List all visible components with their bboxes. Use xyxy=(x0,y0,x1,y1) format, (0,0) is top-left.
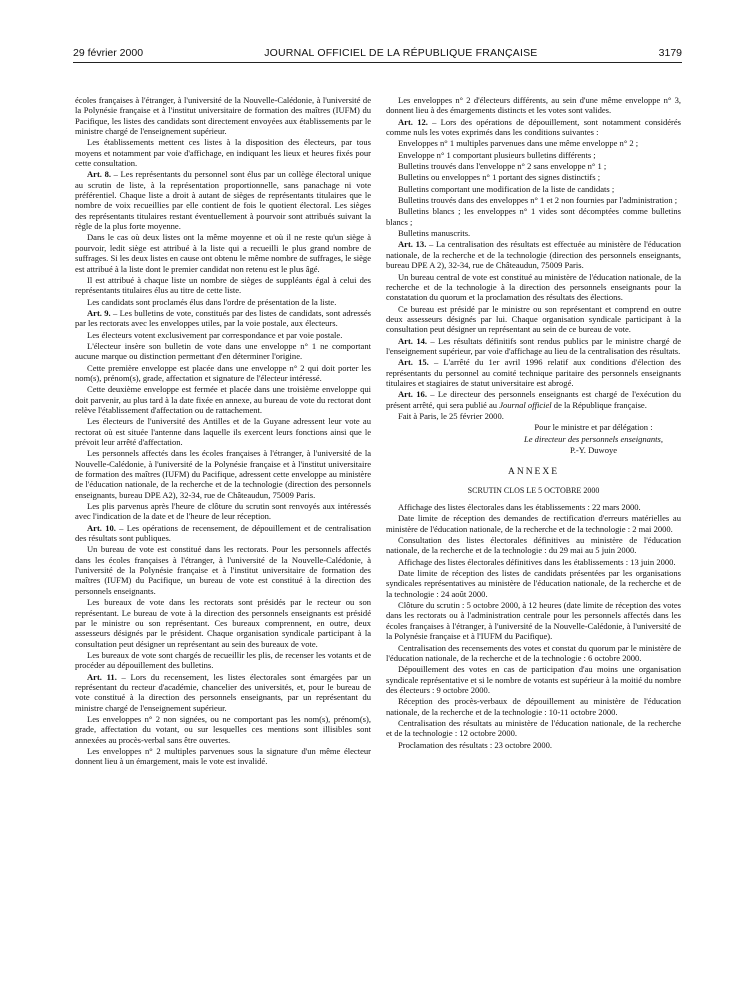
paragraph: Les électeurs votent exclusivement par correspondance et par voie postale. xyxy=(87,329,343,340)
schedule-item: Consultation des listes électorales définitives au ministère de l'éducation nationale, de la recherche et de la technologie : du 29 mai au 5 juin 2000. xyxy=(386,535,681,556)
article-text: – Lors des opérations de dépouillement, sont notamment considérés comme nuls les votes exprimés dans les conditions suivantes : xyxy=(386,116,681,138)
article-12 xyxy=(386,117,681,138)
schedule-item: Clôture du scrutin : 5 octobre 2000, à 12 heures (date limite de réception des votes dans les rectorats ou à l'administration centrale pour les personnels affectés dans les écoles françaises à l'étranger, à l'université de la Nouvelle-Calédonie, à l'université de la Polynésie française et à l'IUFM du Pacifique). xyxy=(386,600,681,642)
article-text: – Lors du recensement, les listes électorales sont émargées par un représentant du recteur d'académie, chancelier des universités, et, pour le bureau de vote constitué à la direction des personnels enseignants, par un représentant du ministre chargé de l'enseignement supérieur. xyxy=(75,671,371,713)
paragraph: Les électeurs de l'université des Antilles et de la Guyane adressent leur vote au rectorat où est située l'antenne dans laquelle ils exercent leurs fonctions ainsi que le prévoit leur arrêté d'affectation. xyxy=(75,416,371,447)
list-item: Bulletins manuscrits. xyxy=(398,228,471,239)
paragraph: Un bureau de vote est constitué dans les rectorats. Pour les personnels affectés dans les écoles françaises à l'étranger, à l'université de la Nouvelle-Calédonie, à l'université de la Polynésie française et à l'institut universitaire de formation des maîtres (IUFM) du Pacifique, un bureau de vote est constitué à la direction des personnels enseignants. xyxy=(75,544,371,596)
article-text: – La centralisation des résultats est effectuée au ministère de l'éducation nationale, de la recherche et de la technologie (direction des personnels enseignants, bureau DPE A 2), 32-34, rue de Châteaudun, 75009 Paris. xyxy=(386,239,681,271)
article-text: – Le directeur des personnels enseignants est chargé de l'exécution du présent arrêté, qui sera publié au xyxy=(386,389,681,410)
article-text: – L'arrêté du 1er avril 1996 relatif aux conditions d'élection des représentants du personnel au comité technique paritaire des personnels enseignants titulaires et stagiaires de statut universitaire est abrogé. xyxy=(386,357,681,388)
right-column xyxy=(386,95,681,751)
article-label: Art. 14. xyxy=(398,335,428,346)
schedule-item: Affichage des listes électorales dans les établissements : 22 mars 2000. xyxy=(398,502,641,513)
list-item: Bulletins trouvés dans des enveloppes n° 1 et 2 non fournies par l'administration ; xyxy=(398,195,678,206)
article-14 xyxy=(386,336,681,357)
list-item: Bulletins ou enveloppes n° 1 portant des signes distinctifs ; xyxy=(398,172,601,183)
article-text: – Les résultats définitifs sont rendus publics par le ministre chargé de l'enseignement supérieur, par voie d'affichage au lieu de la centralisation des résultats. xyxy=(386,335,681,356)
page-header xyxy=(73,47,682,59)
paragraph: Ce bureau est présidé par le ministre ou son représentant et comprend en outre deux assesseurs désignés par lui. Chaque organisation syndicale participant à la consultation peut désigner un représentant au sein de ce bureau de vote. xyxy=(386,303,681,335)
schedule-item: Affichage des listes électorales définitives dans les établissements : 13 juin 2000. xyxy=(398,556,676,567)
schedule-item: Proclamation des résultats : 23 octobre 2000. xyxy=(398,739,553,750)
article-label: Art. 12. xyxy=(398,116,428,127)
article-label: Art. 10. xyxy=(87,522,116,533)
list-item: Bulletins trouvés dans l'enveloppe n° 2 sans enveloppe n° 1 ; xyxy=(398,161,607,172)
header-date: 29 février 2000 xyxy=(73,47,144,59)
schedule-item: Centralisation des recensements des votes et constat du quorum par le ministère de l'éducation nationale, de la recherche et de la technologie : 6 octobre 2000. xyxy=(386,642,681,663)
schedule-item: Date limite de réception des listes de candidats présentées par les organisations syndicales représentatives au ministère de l'éducation nationale, de la recherche et de la technologie : 24 août 2000. xyxy=(386,568,681,599)
paragraph: Les enveloppes n° 2 d'électeurs différents, au sein d'une même enveloppe n° 3, donnent lieu à des émargements distincts et les votes sont valides. xyxy=(386,95,681,116)
paragraph: écoles françaises à l'étranger, à l'université de la Nouvelle-Calédonie, à l'université de la Polynésie française et à l'institut universitaire de formation des maîtres (IUFM) du Pacifique, les listes des candidats sont directement envoyées aux établissements par le ministre chargé de l'enseignement supérieur. xyxy=(75,95,371,137)
paragraph: Cette première enveloppe est placée dans une enveloppe n° 2 qui doit porter les nom(s), prénom(s), grade, affectation et signature de l'électeur intéressé. xyxy=(75,362,371,383)
article-16 xyxy=(386,389,681,410)
article-label: Art. 11. xyxy=(87,671,117,682)
paragraph: Un bureau central de vote est constitué au ministère de l'éducation nationale, de la recherche et de la technologie à la direction des personnels enseignants pour la constatation du quorum et la proclamation des résultats des élections. xyxy=(386,271,681,303)
signature-date: Fait à Paris, le 25 février 2000. xyxy=(398,410,504,421)
article-9 xyxy=(75,308,371,329)
schedule-item: Réception des procès-verbaux de dépouillement au ministère de l'éducation nationale, de la recherche et de la technologie : 10-11 octobre 2000. xyxy=(386,696,681,717)
annexe-heading: ANNEXE xyxy=(507,467,560,478)
article-text: – Les opérations de recensement, de dépouillement et de centralisation des résultats sont publiques. xyxy=(75,522,371,544)
article-13 xyxy=(386,239,681,270)
schedule-item: Centralisation des résultats au ministère de l'éducation nationale, de la recherche et de la technologie : 12 octobre 2000. xyxy=(386,717,681,739)
signature-line: Pour le ministre et par délégation : xyxy=(534,422,653,433)
article-label: Art. 8. xyxy=(87,169,111,180)
signature-name: P.-Y. Duwoye xyxy=(569,445,618,455)
article-15 xyxy=(386,357,681,388)
article-label: Art. 9. xyxy=(87,307,111,318)
scrutin-heading: SCRUTIN CLOS LE 5 OCTOBRE 2000 xyxy=(467,485,600,495)
article-8 xyxy=(75,169,371,231)
article-label: Art. 15. xyxy=(398,357,429,368)
list-item: Enveloppe n° 1 comportant plusieurs bulletins différents ; xyxy=(398,149,596,160)
article-11 xyxy=(75,672,371,713)
signature-title: Le directeur des personnels enseignants, xyxy=(523,433,664,444)
article-text-end: de la République française. xyxy=(551,399,647,410)
paragraph: L'électeur insère son bulletin de vote dans une enveloppe n° 1 ne comportant aucune marque ou distinction permettant d'en déterminer l'origine. xyxy=(75,340,371,362)
article-label: Art. 16. xyxy=(398,389,427,400)
paragraph: Les enveloppes n° 2 multiples parvenues sous la signature d'un même électeur donnent lieu à un émargement, mais le vote est invalidé. xyxy=(75,745,371,767)
header-rule xyxy=(73,62,682,63)
journal-reference: Journal officiel xyxy=(499,399,552,410)
paragraph: Cette deuxième enveloppe est fermée et placée dans une troisième enveloppe qui doit parvenir, au plus tard à la date fixée en annexe, au bureau de vote du rectorat dont relève l'établissement d'affectation ou de rattachement. xyxy=(75,384,371,415)
schedule-item: Date limite de réception des demandes de rectification d'erreurs matérielles au ministère de l'éducation nationale, de la recherche et de la technologie : 2 mai 2000. xyxy=(386,513,681,534)
schedule-item: Dépouillement des votes en cas de participation d'au moins une organisation syndicale représentative et si le nombre de votants est supérieur à la moitié du nombre des électeurs : 9 octobre 2000. xyxy=(386,664,681,695)
paragraph: Dans le cas où deux listes ont la même moyenne et où il ne reste qu'un siège à pourvoir, ledit siège est attribué à la liste qui a recueilli le plus grand nombre de suffrages. Si les deux listes en cause ont obtenu le même nombre de suffrages, le siège est attribué à la liste dont le premier candidat non retenu est le plus âgé. xyxy=(75,232,371,274)
paragraph: Il est attribué à chaque liste un nombre de sièges de suppléants égal à celui des représentants titulaires élus au titre de cette liste. xyxy=(75,274,371,296)
article-text: – Les représentants du personnel sont élus par un collège électoral unique au scrutin de liste, à la représentation proportionnelle, sans panachage ni vote préférentiel. Chaque liste a droit à autant de sièges de représentants titulaires que le nombre de voix recueillies par elle contient de fois le quotient électoral. Les sièges des représentants titulaires restant éventuellement à pourvoir sont attribués suivant la règle de la plus forte moyenne. xyxy=(75,169,371,232)
left-column xyxy=(75,95,371,768)
article-label: Art. 13. xyxy=(398,239,427,250)
paragraph: Les bureaux de vote dans les rectorats sont présidés par le recteur ou son représentant. Le bureau de vote à la direction des personnels enseignants est présidé par le ministre ou son représentant. Ces bureaux comprennent, en outre, deux assesseurs désignés par le président. Chaque organisation syndicale participant à la consultation peut désigner un représentant au sein des bureaux de vote. xyxy=(75,597,371,649)
list-item: Bulletins comportant une modification de la liste de candidats ; xyxy=(398,183,615,194)
page-number: 3179 xyxy=(658,47,682,59)
journal-title: JOURNAL OFFICIEL DE LA RÉPUBLIQUE FRANÇAISE xyxy=(264,47,538,59)
list-item: Bulletins blancs ; les enveloppes n° 1 vides sont décomptées comme bulletins blancs ; xyxy=(386,206,681,227)
paragraph: Les bureaux de vote sont chargés de recueillir les plis, de recenser les votants et de procéder au dépouillement des bulletins. xyxy=(75,649,371,671)
list-item: Enveloppes n° 1 multiples parvenues dans une même enveloppe n° 2 ; xyxy=(398,138,639,149)
paragraph: Les plis parvenus après l'heure de clôture du scrutin sont renvoyés aux intéressés avec l'indication de la date et de l'heure de leur réception. xyxy=(75,501,371,522)
paragraph: Les candidats sont proclamés élus dans l'ordre de présentation de la liste. xyxy=(87,296,337,307)
paragraph: Les établissements mettent ces listes à la disposition des électeurs, par tous moyens et notamment par voie d'affichage, en indiquant les lieux et heures fixés pour cette consultation. xyxy=(75,137,371,169)
paragraph: Les personnels affectés dans les écoles françaises à l'étranger, à l'université de la Nouvelle-Calédonie, à l'université de la Polynésie française et à l'institut universitaire de formation des maîtres (IUFM) du Pacifique, adressent cette enveloppe au ministère de l'éducation nationale, de la recherche et de la technologie (direction des personnels enseignants, bureau DPE A2), 32-34, rue de Châteaudun, 75009 Paris. xyxy=(75,448,371,500)
article-text: – Les bulletins de vote, constitués par des listes de candidats, sont adressés par les rectorats avec les enveloppes utiles, par la voie postale, aux électeurs. xyxy=(75,307,372,329)
paragraph: Les enveloppes n° 2 non signées, ou ne comportant pas les nom(s), prénom(s), grade, affectation du votant, ou sur lesquelles ces mentions sont illisibles sont annexées au procès-verbal sans être ouvertes. xyxy=(75,713,371,745)
article-10 xyxy=(75,523,371,544)
